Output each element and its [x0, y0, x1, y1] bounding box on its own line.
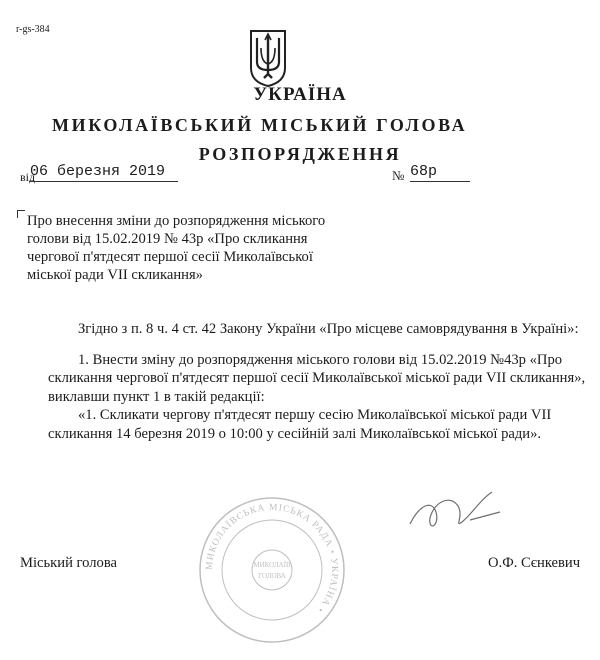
body-paragraph: 1. Внести зміну до розпорядження міського голови від 15.02.2019 №43р «Про скликання чергової п'ятдесят першої сесії Миколаївської міської ради VII скликання», виклавши пункт 1 в такій редакції: — [48, 351, 586, 405]
document-number: 68р — [410, 163, 470, 182]
svg-text:МИКОЛАЇВ: МИКОЛАЇВ — [253, 561, 291, 569]
date-prefix: від — [20, 170, 36, 184]
authority-heading: МИКОЛАЇВСЬКИЙ МІСЬКИЙ ГОЛОВА — [52, 115, 468, 135]
document-subject: Про внесення зміни до розпорядження міського голови від 15.02.2019 № 43р «Про скликання чергової п'ятдесят першої сесії Миколаївської міської ради VII скликання» — [27, 213, 326, 283]
official-stamp — [196, 494, 348, 646]
document-body — [48, 320, 588, 443]
body-paragraph: Згідно з п. 8 ч. 4 ст. 42 Закону України «Про місцеве самоврядування в Україні»: — [78, 321, 579, 337]
coat-of-arms-icon — [248, 28, 288, 88]
document-type-heading: РОЗПОРЯДЖЕННЯ — [198, 144, 402, 164]
document-date: 06 березня 2019 — [30, 163, 178, 182]
date-number-row — [20, 163, 580, 187]
svg-text:МИКОЛАЇВСЬКА МІСЬКА РАДА • УКР: МИКОЛАЇВСЬКА МІСЬКА РАДА • УКРАЇНА • — [204, 502, 340, 615]
country-heading: УКРАЇНА — [253, 84, 347, 105]
handwritten-signature — [400, 482, 510, 542]
svg-text:ГОЛОВА: ГОЛОВА — [258, 572, 286, 580]
document-code: r-gs-384 — [16, 24, 50, 35]
signer-name: О.Ф. Сєнкевич — [488, 555, 581, 571]
number-prefix: № — [392, 168, 405, 183]
signer-title: Міський голова — [20, 555, 118, 571]
body-paragraph: «1. Скликати чергову п'ятдесят першу сесію Миколаївської міської ради VII скликання 14 березня 2019 о 10:00 у сесійній залі Миколаївської міської ради». — [48, 407, 552, 442]
subject-corner-mark — [17, 210, 25, 218]
